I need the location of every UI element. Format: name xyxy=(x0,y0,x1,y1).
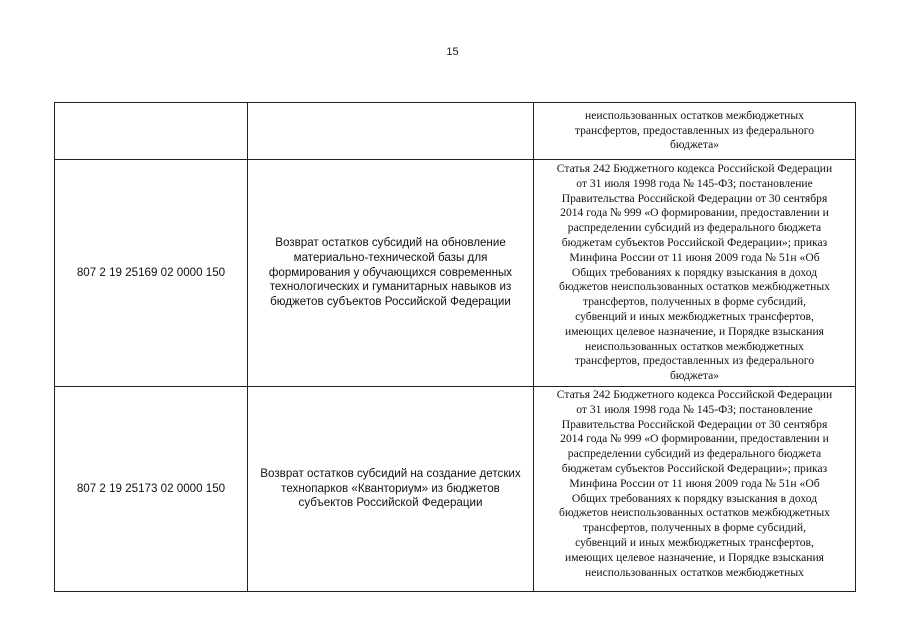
legal-text-line: Общих требованиях к порядку взыскания в доход xyxy=(571,491,818,505)
legal-text-line: неиспользованных остатков межбюджетных xyxy=(585,339,804,353)
legal-text-line: 2014 года № 999 «О формировании, предоставлении и xyxy=(560,206,829,220)
legal-basis-cell xyxy=(534,103,856,160)
legal-text-line: Минфина России от 11 июня 2009 года № 51н «Об xyxy=(569,250,820,264)
legal-text-line: трансфертов, полученных в форме субсидий, xyxy=(582,295,806,309)
description-text-line: субъектов Российской Федерации xyxy=(298,496,483,510)
budget-codes-table xyxy=(54,102,856,592)
legal-text-line: трансфертов, предоставленных из федерального xyxy=(574,354,815,368)
legal-text-line: Правительства Российской Федерации от 30 сентября xyxy=(561,191,828,205)
legal-text-line: трансфертов, полученных в форме субсидий, xyxy=(582,521,806,535)
description-cell xyxy=(248,160,534,387)
legal-text-line: от 31 июля 1998 года № 145-ФЗ; постановление xyxy=(576,176,813,190)
legal-text-line: от 31 июля 1998 года № 145-ФЗ; постановление xyxy=(576,402,813,416)
table-row xyxy=(55,160,856,387)
legal-basis-cell xyxy=(534,387,856,592)
table-row xyxy=(55,103,856,160)
description-text-line: бюджетов субъектов Российской Федерации xyxy=(270,295,511,309)
code-cell: 807 2 19 25173 02 0000 150 xyxy=(55,387,248,592)
legal-text-line: бюджета» xyxy=(669,369,720,383)
legal-text-line: распределении субсидий из федерального бюджета xyxy=(567,221,822,235)
legal-text-line: неиспользованных остатков межбюджетных xyxy=(585,108,804,122)
legal-text-line: трансфертов, предоставленных из федерального xyxy=(574,123,815,137)
legal-text-line: бюджетам субъектов Российской Федерации»; приказ xyxy=(561,461,828,475)
legal-text-line: Статья 242 Бюджетного кодекса Российской Федерации xyxy=(556,388,833,401)
description-text-line: технопарков «Кванториум» из бюджетов xyxy=(281,481,500,495)
legal-text-line: бюджетов неиспользованных остатков межбюджетных xyxy=(559,280,830,294)
table-row xyxy=(55,387,856,592)
legal-text-line: Статья 242 Бюджетного кодекса Российской Федерации xyxy=(556,162,833,176)
legal-text-line: 2014 года № 999 «О формировании, предоставлении и xyxy=(560,432,829,446)
legal-text-line: Минфина России от 11 июня 2009 года № 51н «Об xyxy=(569,476,820,490)
description-text-line: технологических и гуманитарных навыков из xyxy=(269,280,512,294)
legal-text-line: имеющих целевое назначение, и Порядке взыскания xyxy=(564,324,824,338)
legal-text-line: субвенций и иных межбюджетных трансфертов, xyxy=(575,309,814,323)
legal-text-line: бюджетам субъектов Российской Федерации»; приказ xyxy=(561,236,828,249)
description-text-line: Возврат остатков субсидий на обновление xyxy=(275,236,506,249)
description-cell xyxy=(248,387,534,592)
description-text-line: формирования у обучающихся современных xyxy=(268,265,513,279)
legal-text-line: неиспользованных остатков межбюджетных xyxy=(585,565,804,579)
description-cell xyxy=(248,103,534,160)
legal-text-line: субвенций и иных межбюджетных трансфертов, xyxy=(575,535,814,549)
legal-text-line: бюджетов неиспользованных остатков межбюджетных xyxy=(559,506,830,520)
legal-text-line: бюджета» xyxy=(669,138,720,152)
page-number: 15 xyxy=(446,46,459,58)
legal-text-line: Общих требованиях к порядку взыскания в доход xyxy=(571,265,818,279)
code-cell xyxy=(55,103,248,160)
legal-text-line: имеющих целевое назначение, и Порядке взыскания xyxy=(564,550,824,564)
description-text-line: материально-технической базы для xyxy=(293,250,488,264)
legal-text-line: распределении субсидий из федерального бюджета xyxy=(567,447,822,461)
legal-basis-cell xyxy=(534,160,856,387)
legal-text-line: Правительства Российской Федерации от 30 сентября xyxy=(561,417,828,431)
code-cell: 807 2 19 25169 02 0000 150 xyxy=(55,160,248,387)
description-text-line: Возврат остатков субсидий на создание детских xyxy=(260,466,521,480)
